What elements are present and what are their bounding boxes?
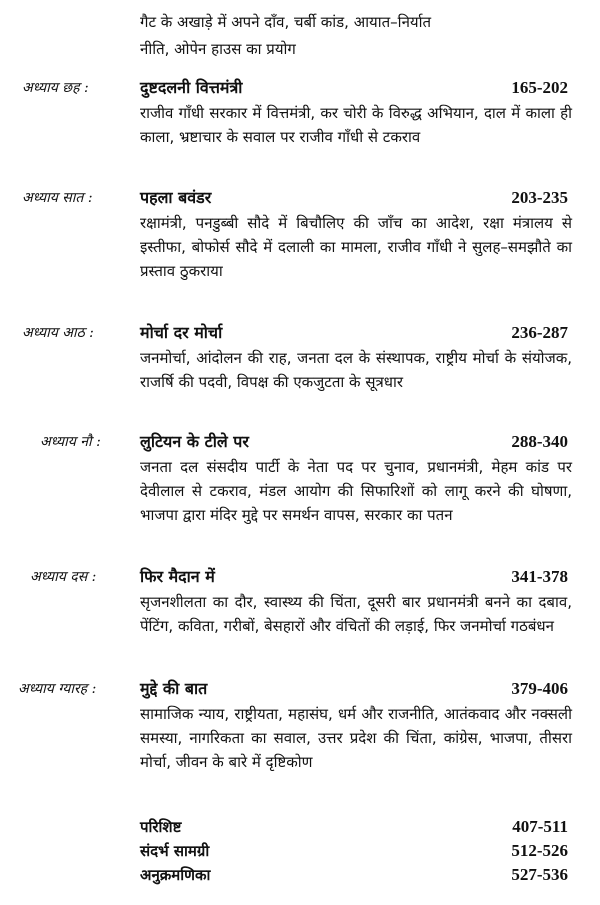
back-matter-title: परिशिष्ट	[140, 818, 182, 836]
chapter-page-range: 165-202	[511, 78, 568, 97]
chapter-description: राजीव गाँधी सरकार में वित्तमंत्री, कर चोरी के विरुद्ध अभियान, दाल में काला ही काला, भ्रष्टाचार के सवाल पर राजीव गाँधी से टकराव	[140, 104, 572, 146]
chapter-title: फिर मैदान में	[140, 567, 215, 586]
chapter-title: लुटियन के टीले पर	[140, 432, 249, 451]
chapter-description: जनमोर्चा, आंदोलन की राह, जनता दल के संस्थापक, राष्ट्रीय मोर्चा के संयोजक, राजर्षि की पदवी, विपक्ष की एकजुटता के सूत्रधार	[140, 349, 572, 391]
back-matter-entry	[0, 864, 600, 888]
back-matter-title: संदर्भ सामग्री	[140, 842, 210, 860]
chapter-description: जनता दल संसदीय पार्टी के नेता पद पर चुनाव, प्रधानमंत्री, मेहम कांड पर देवीलाल से टकराव, मंडल आयोग की सिफारिशों को लागू करने की घोषणा, भाजपा द्वारा मंदिर मुद्दे पर समर्थन वापस, सरकार का पतन	[140, 458, 572, 524]
chapter-title: मोर्चा दर मोर्चा	[140, 323, 223, 342]
back-matter-entry	[0, 840, 600, 864]
chapter-title: मुद्दे की बात	[140, 679, 208, 698]
chapter-description: रक्षामंत्री, पनडुब्बी सौदे में बिचौलिए की जाँच का आदेश, रक्षा मंत्रालय से इस्तीफा, बोफोर्स सौदे में दलाली का मामला, राजीव गाँधी ने सुलह–समझौते का प्रस्ताव ठुकराया	[140, 214, 572, 280]
back-matter-page-range: 407-511	[512, 817, 568, 836]
chapter-label: अध्याय दस :	[30, 569, 97, 585]
chapter-label: अध्याय नौ :	[40, 434, 101, 450]
chapter-title: पहला बवंडर	[140, 188, 212, 207]
chapter-page-range: 379-406	[511, 679, 568, 698]
chapter-page-range: 288-340	[511, 432, 568, 451]
chapter-page-range: 236-287	[511, 323, 568, 342]
chapter-title: दुष्टदलनी वित्तमंत्री	[140, 78, 243, 97]
chapter-page-range: 341-378	[511, 567, 568, 586]
back-matter-page-range: 527-536	[511, 865, 568, 884]
chapter-description: सामाजिक न्याय, राष्ट्रीयता, महासंघ, धर्म और राजनीति, आतंकवाद और नक्सली समस्या, नागरिकता का सवाल, उत्तर प्रदेश की चिंता, कांग्रेस, भाजपा, तीसरा मोर्चा, जीवन के बारे में दृष्टिकोण	[140, 705, 572, 771]
chapter-description: सृजनशीलता का दौर, स्वास्थ्य की चिंता, दूसरी बार प्रधानमंत्री बनने का दबाव, पेंटिंग, कविता, गरीबों, बेसहारों और वंचितों की लड़ाई, फिर जनमोर्चा गठबंधन	[140, 593, 572, 635]
chapter-label: अध्याय ग्यारह :	[18, 681, 97, 697]
back-matter-title: अनुक्रमणिका	[140, 866, 211, 884]
continued-description-line: गैट के अखाड़े में अपने दाँव, चर्बी कांड, आयात–निर्यात	[140, 13, 432, 31]
chapter-label: अध्याय सात :	[22, 190, 93, 206]
chapter-label: अध्याय छह :	[22, 80, 89, 96]
chapter-label: अध्याय आठ :	[22, 325, 94, 341]
back-matter-page-range: 512-526	[511, 841, 568, 860]
continued-description-line: नीति, ओपेन हाउस का प्रयोग	[140, 40, 296, 58]
back-matter-entry	[0, 816, 600, 840]
chapter-page-range: 203-235	[511, 188, 568, 207]
